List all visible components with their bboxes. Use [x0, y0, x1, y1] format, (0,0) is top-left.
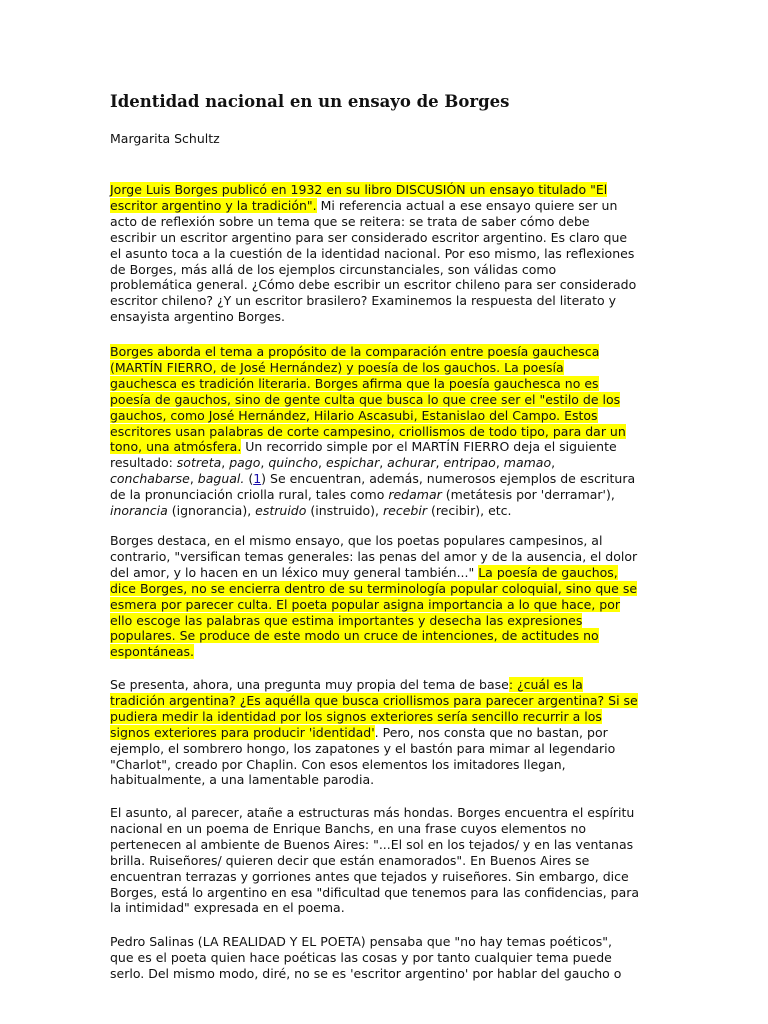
text-line — [110, 293, 670, 309]
document-author: Margarita Schultz — [110, 131, 220, 146]
highlighted-text: signos exteriores para producir 'identidad' — [110, 724, 375, 740]
highlighted-text: pudiera medir la identidad por los signos exteriores sería sencillo recurrir a los — [110, 708, 602, 724]
text-line — [110, 772, 670, 788]
paragraph-4 — [110, 677, 670, 788]
text-line — [110, 837, 670, 853]
text-segment: Borges, está lo argentino en esa "dificultad que tenemos para las confidencias, para — [110, 884, 640, 900]
text-line — [110, 424, 670, 440]
text-line — [110, 613, 670, 629]
text-line — [110, 277, 670, 293]
text-segment: del amor, y lo hacen en un léxico muy general también..." — [110, 564, 479, 580]
text-segment: Se presenta, ahora, una pregunta muy propia del tema de base — [110, 677, 509, 692]
paragraph-5 — [110, 805, 670, 916]
highlighted-text: Borges aborda el tema a propósito de la comparación entre poesía gauchesca — [110, 344, 600, 359]
text-segment: de la pronunciación criolla rural, tales como — [110, 487, 389, 503]
text-segment: contrario, "versifican temas generales: las penas del amor y de la ausencia, el dolor — [110, 548, 638, 564]
text-line — [110, 182, 670, 198]
text-line — [110, 262, 670, 278]
text-line — [110, 439, 670, 455]
text-line — [110, 392, 670, 408]
highlighted-text: (MARTÍN FIERRO, de José Hernández) y poesía de los gauchos. La poesía — [110, 359, 564, 375]
text-line — [110, 549, 670, 565]
text-line — [110, 821, 670, 837]
text-line — [110, 198, 670, 214]
text-segment: nacional en un poema de Enrique Banchs, en una frase cuyos elementos no — [110, 820, 587, 836]
text-line — [110, 360, 670, 376]
text-line — [110, 900, 670, 916]
text-segment: ( — [244, 471, 254, 487]
text-line — [110, 246, 670, 262]
text-segment: ejemplo, el sombrero hongo, los zapatones y el bastón para mimar al legendario — [110, 740, 616, 756]
text-line — [110, 869, 670, 885]
text-segment: , — [260, 455, 269, 471]
highlighted-text: gauchos, como José Hernández, Hilario Ascasubi, Estanislao del Campo. Estos — [110, 407, 598, 423]
highlighted-text: ello escoge las palabras que estima importantes y desecha las expresiones — [110, 612, 583, 628]
italic-term: espichar — [326, 455, 380, 471]
text-segment: (ignorancia), — [167, 503, 256, 519]
highlighted-text: espontáneas. — [110, 644, 195, 660]
italic-term: redamar — [388, 487, 442, 503]
text-segment: el asunto toca a la cuestión de la identidad nacional. Por eso mismo, las reflexiones — [110, 245, 635, 261]
italic-term: entripao — [443, 455, 496, 471]
text-segment: . Pero, nos consta que no bastan, por — [374, 724, 608, 740]
italic-term: pago — [229, 455, 261, 471]
text-line — [110, 309, 670, 325]
text-segment: (recibir), etc. — [426, 503, 512, 519]
text-segment: , — [495, 455, 504, 471]
text-segment: pertenecen al ambiente de Buenos Aires: "...El sol en los tejados/ y en las ventanas — [110, 836, 634, 852]
italic-term: mamao — [503, 455, 552, 471]
text-segment: "Charlot", creado por Chaplin. Con esos elementos los imitadores llegan, — [110, 756, 566, 772]
text-segment: Un recorrido simple por el MARTÍN FIERRO deja el siguiente — [241, 439, 617, 455]
highlighted-text: poesía de gauchos, sino de gente culta que busca lo que cree ser el "estilo de los — [110, 391, 621, 407]
text-segment: (metátesis por 'derramar'), — [441, 487, 615, 503]
text-segment: Pedro Salinas (LA REALIDAD Y EL POETA) pensaba que "no hay temas poéticos", — [110, 934, 612, 949]
text-segment: habitualmente, a una lamentable parodia. — [110, 772, 375, 788]
text-segment: resultado: — [110, 455, 177, 471]
highlighted-text: Jorge Luis Borges publicó en 1932 en su libro DISCUSIÓN un ensayo titulado "El — [110, 182, 608, 197]
paragraph-1 — [110, 182, 670, 325]
text-segment: Mi referencia actual a ese ensayo quiere ser un — [316, 197, 618, 213]
text-segment: , — [318, 455, 326, 471]
text-line — [110, 805, 670, 821]
italic-term: recebir — [383, 503, 427, 519]
text-segment: , — [435, 455, 444, 471]
text-segment: la intimidad" expresada en el poema. — [110, 900, 345, 916]
text-line — [110, 709, 670, 725]
text-line — [110, 757, 670, 773]
italic-term: conchabarse — [110, 471, 190, 487]
text-segment: ) Se encuentran, además, numerosos ejemplos de escritura — [261, 471, 636, 487]
text-line — [110, 966, 670, 982]
text-line — [110, 725, 670, 741]
italic-term: inorancia — [110, 503, 168, 519]
text-segment: escritor chileno? ¿Y un escritor brasilero? Examinemos la respuesta del literato y — [110, 293, 616, 309]
highlighted-text: escritor argentino y la tradición". — [110, 197, 317, 213]
italic-term: sotreta — [176, 455, 222, 471]
footnote-link[interactable]: 1 — [253, 471, 262, 487]
text-line — [110, 853, 670, 869]
text-line — [110, 471, 670, 487]
text-segment: , — [221, 455, 230, 471]
text-line — [110, 597, 670, 613]
text-line — [110, 677, 670, 693]
text-segment: escribir un escritor argentino para ser considerado escritor argentino. Es claro que — [110, 229, 628, 245]
text-segment: , — [379, 455, 388, 471]
highlighted-text: La poesía de gauchos, — [478, 564, 618, 580]
text-segment: problemática general. ¿Cómo debe escribir un escritor chileno para ser considerado — [110, 277, 637, 293]
text-line — [110, 741, 670, 757]
italic-term: quincho — [268, 455, 319, 471]
text-segment: ensayista argentino Borges. — [110, 309, 285, 325]
text-line — [110, 455, 670, 471]
text-segment: Borges destaca, en el mismo ensayo, que los poetas populares campesinos, al — [110, 533, 603, 548]
text-line — [110, 581, 670, 597]
text-line — [110, 344, 670, 360]
italic-term: estruido — [255, 503, 307, 519]
italic-term: achurar — [387, 455, 436, 471]
text-segment: encuentran terrazas y gorriones antes que tejados y ruiseñores. Sin embargo, dice — [110, 868, 629, 884]
paragraph-6 — [110, 934, 670, 982]
text-segment: , — [189, 471, 198, 487]
highlighted-text: gauchesca es tradición literaria. Borges afirma que la poesía gauchesca no es — [110, 375, 599, 391]
highlighted-text: escritores usan palabras de corte campesino, criollismos de todo tipo, para dar un — [110, 423, 626, 439]
text-line — [110, 565, 670, 581]
text-segment: de Borges, más allá de los ejemplos circunstanciales, son válidas como — [110, 261, 557, 277]
text-line — [110, 950, 670, 966]
text-line — [110, 230, 670, 246]
text-line — [110, 487, 670, 503]
paragraph-2 — [110, 344, 670, 519]
text-line — [110, 533, 670, 549]
text-line — [110, 885, 670, 901]
text-line — [110, 934, 670, 950]
highlighted-text: tradición argentina? ¿Es aquélla que busca criollismos para parecer argentina? Si se — [110, 692, 638, 708]
text-segment: (instruido), — [306, 503, 384, 519]
italic-term: bagual. — [197, 471, 245, 487]
text-segment: brilla. Ruiseñores/ quieren decir que están enamorados". En Buenos Aires se — [110, 852, 590, 868]
text-line — [110, 214, 670, 230]
text-line — [110, 376, 670, 392]
highlighted-text: dice Borges, no se encierra dentro de su terminología popular coloquial, sino que se — [110, 580, 638, 596]
document-title: Identidad nacional en un ensayo de Borges — [110, 92, 510, 111]
highlighted-text: populares. Se produce de este modo un cruce de intenciones, de actitudes no — [110, 628, 599, 644]
highlighted-text: : ¿cuál es la — [508, 677, 583, 692]
highlighted-text: esmera por parecer culta. El poeta popular asigna importancia a lo que hace, por — [110, 596, 621, 612]
text-line — [110, 408, 670, 424]
text-segment: El asunto, al parecer, atañe a estructuras más hondas. Borges encuentra el espíritu — [110, 805, 635, 820]
text-line — [110, 644, 670, 660]
text-line — [110, 628, 670, 644]
text-segment: , — [551, 455, 556, 471]
text-line — [110, 693, 670, 709]
highlighted-text: tono, una atmósfera. — [110, 439, 242, 455]
text-segment: acto de reflexión sobre un tema que se reitera: se trata de saber cómo debe — [110, 213, 590, 229]
paragraph-3 — [110, 533, 670, 660]
text-line — [110, 503, 670, 519]
text-segment: que es el poeta quien hace poéticas las cosas y por tanto cualquier tema puede — [110, 949, 612, 965]
text-segment: serlo. Del mismo modo, diré, no se es 'escritor argentino' por hablar del gaucho o — [110, 965, 622, 981]
